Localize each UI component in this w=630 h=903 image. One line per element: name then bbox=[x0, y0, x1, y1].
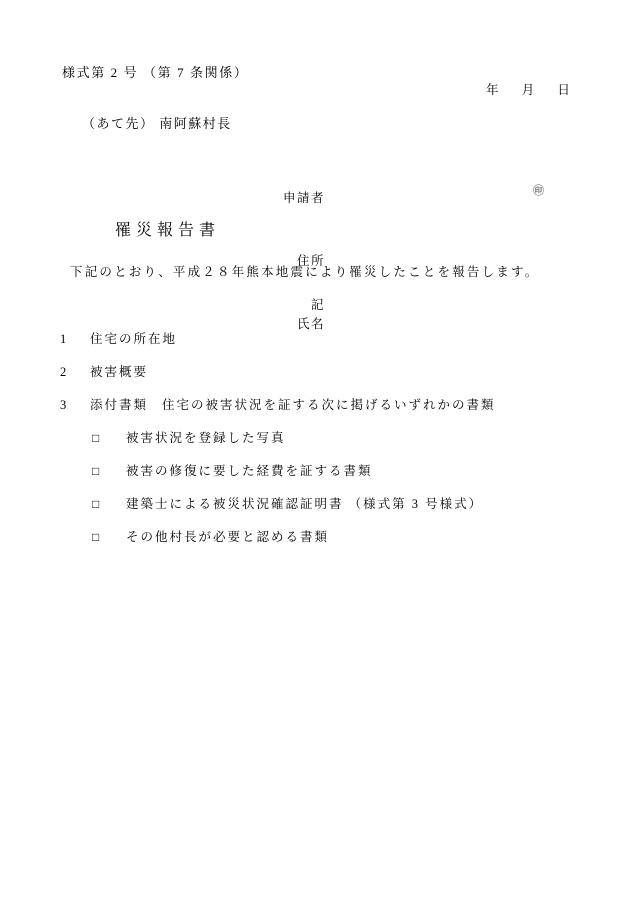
checkbox-label: 被害状況を登録した写真 bbox=[126, 431, 286, 445]
item-subtext: 住宅の被害状況を証する次に掲げるいずれかの書類 bbox=[162, 398, 496, 412]
checkbox-row-3[interactable] bbox=[92, 494, 483, 512]
checkbox-row-2[interactable] bbox=[92, 461, 373, 479]
item-text: 添付書類 bbox=[90, 398, 149, 412]
list-item bbox=[60, 395, 496, 413]
checkbox-icon[interactable]: □ bbox=[92, 530, 102, 544]
ki-heading: 記 bbox=[311, 298, 326, 312]
checkbox-row-4[interactable] bbox=[92, 527, 329, 545]
item-text: 住宅の所在地 bbox=[90, 332, 178, 346]
checkbox-label: 建築士による被災状況確認証明書 （様式第 3 号様式） bbox=[126, 497, 484, 511]
date-day-label: 日 bbox=[557, 83, 572, 97]
applicant-name-label: 氏名 bbox=[297, 317, 326, 331]
list-item bbox=[60, 362, 148, 380]
checkbox-icon[interactable]: □ bbox=[92, 497, 102, 511]
applicant-label: 申請者 bbox=[283, 191, 326, 205]
item-number: 2 bbox=[60, 365, 69, 379]
addressee-line: （あて先） 南阿蘇村長 bbox=[82, 116, 232, 131]
page-title: 罹災報告書 bbox=[115, 222, 221, 239]
checkbox-icon[interactable]: □ bbox=[92, 431, 102, 445]
applicant-address-label: 住所 bbox=[297, 254, 326, 268]
date-line bbox=[486, 80, 571, 98]
item-text: 被害概要 bbox=[90, 365, 149, 379]
checkbox-row-1[interactable] bbox=[92, 428, 286, 446]
item-number: 1 bbox=[60, 332, 69, 346]
lead-paragraph: 下記のとおり、平成２８年熊本地震により罹災したことを報告します。 bbox=[70, 265, 540, 279]
form-number: 様式第 2 号 （第 7 条関係） bbox=[62, 65, 249, 80]
checkbox-label: その他村長が必要と認める書類 bbox=[126, 530, 330, 544]
item-number: 3 bbox=[60, 398, 69, 412]
checkbox-icon[interactable]: □ bbox=[92, 464, 102, 478]
date-year-label: 年 bbox=[486, 83, 500, 97]
date-month-label: 月 bbox=[521, 83, 536, 97]
checkbox-label: 被害の修復に要した経費を証する書類 bbox=[126, 464, 373, 478]
list-item bbox=[60, 329, 177, 347]
seal-icon: ㊞ bbox=[533, 185, 544, 197]
